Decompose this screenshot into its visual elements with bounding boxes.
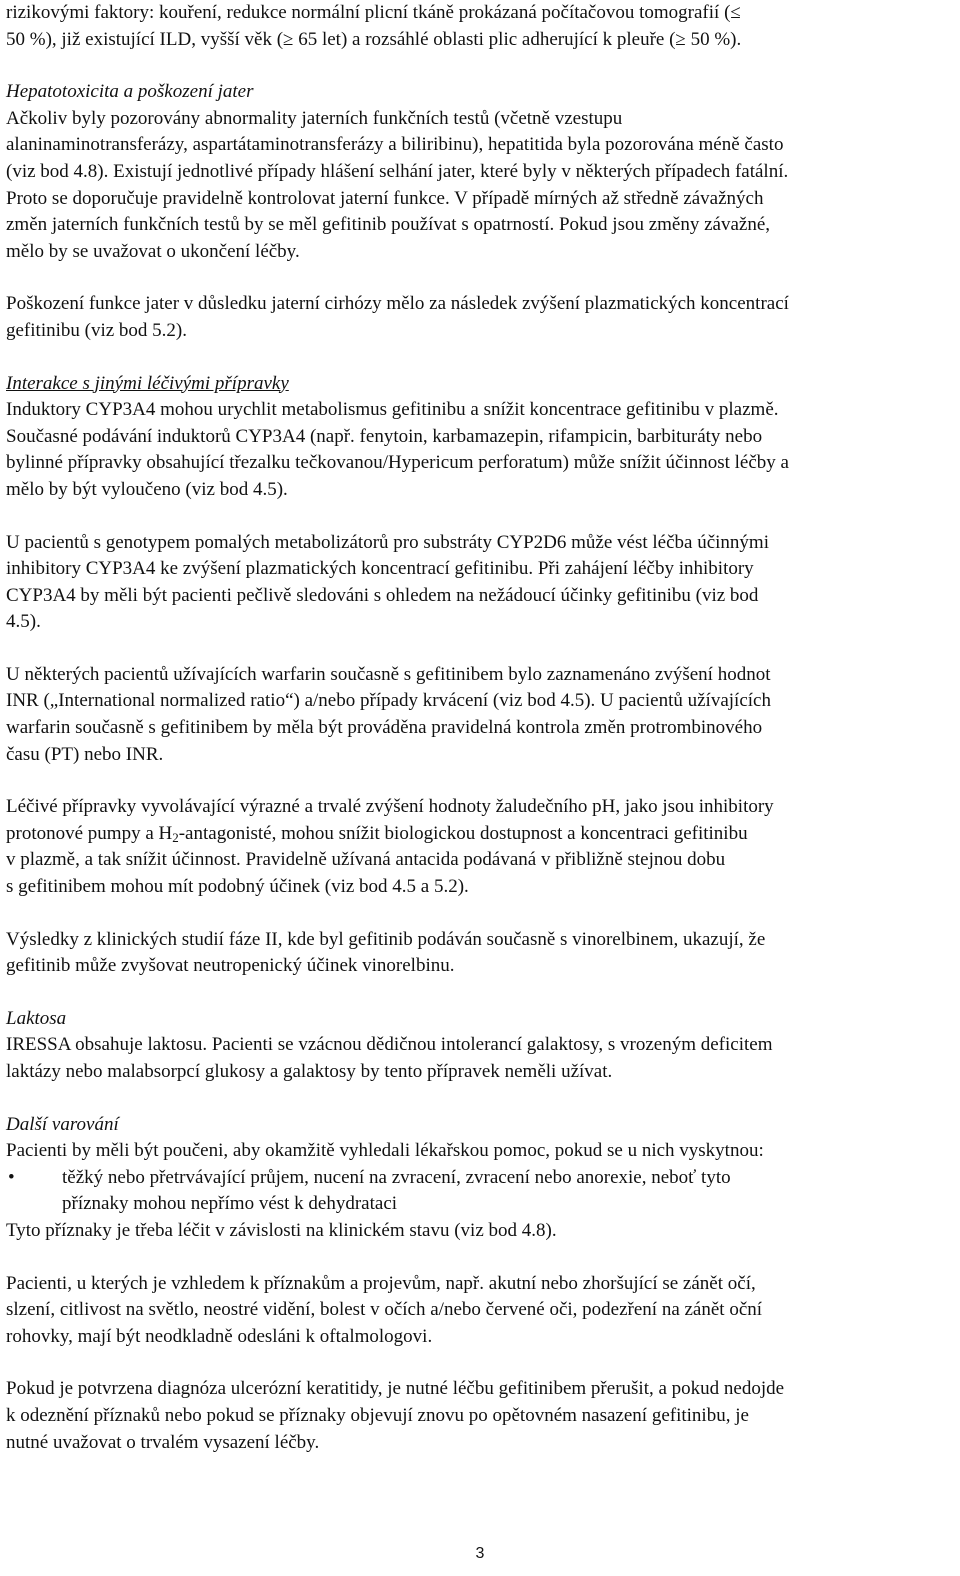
spacer (6, 980, 952, 1006)
spacer (6, 265, 952, 291)
text-line: rohovky, mají být neodkladně odesláni k oftalmologovi. (6, 1325, 433, 1347)
text-line: Pacienti by měli být poučeni, aby okamžitě vyhledali lékařskou pomoc, pokud se u nich vyskytnou: (6, 1140, 764, 1162)
paragraph (6, 1376, 952, 1456)
text-line: změn jaterních funkčních testů by se měl gefitinib používat s opatrností. Pokud jsou změny závažné, (6, 214, 771, 236)
text-line: v plazmě, a tak snížit účinnost. Pravidelně užívaná antacida podávaná v přibližně stejnou dobu (6, 849, 726, 871)
section-other-warnings (6, 1112, 952, 1457)
bullet-icon: • (8, 1166, 15, 1188)
spacer (6, 53, 952, 79)
text-line: Současné podávání induktorů CYP3A4 (např. fenytoin, karbamazepin, rifampicin, barbituráty nebo (6, 425, 763, 447)
text-line: CYP3A4 by měli být pacienti pečlivě sledováni s ohledem na nežádoucí účinky gefitinibu (viz bod (6, 584, 759, 606)
text-line: mělo by se uvažovat o ukončení léčby. (6, 240, 300, 262)
text-line: času (PT) nebo INR. (6, 743, 164, 765)
text-line: 4.5). (6, 611, 41, 633)
spacer (6, 1245, 952, 1271)
text-line: Induktory CYP3A4 mohou urychlit metabolismus gefitinibu a snížit koncentrace gefitinibu v plazmě. (6, 399, 779, 421)
spacer (6, 1086, 952, 1112)
text-line: Pacienti, u kterých je vzhledem k příznakům a projevům, např. akutní nebo zhoršující se zánět očí, (6, 1272, 756, 1294)
text-line: warfarin současně s gefitinibem by měla být prováděna pravidelná kontrola změn protrombinového (6, 717, 763, 739)
paragraph (6, 794, 952, 900)
text-line: alaninaminotransferázy, aspartátaminotransferázy a biliribinu), hepatitida byla pozorována méně často (6, 134, 784, 156)
page-number: 3 (475, 1545, 485, 1562)
spacer (6, 504, 952, 530)
paragraph (6, 1271, 952, 1351)
text-line: Poškození funkce jater v důsledku jaterní cirhózy mělo za následek zvýšení plazmatických koncentrací (6, 293, 789, 315)
paragraph (6, 927, 952, 980)
text-line: Výsledky z klinických studií fáze II, kde byl gefitinib podáván současně s vinorelbinem, ukazují, že (6, 928, 766, 950)
text-line: (viz bod 4.8). Existují jednotlivé případy hlášení selhání jater, které byly v některých případech fatální. (6, 160, 789, 182)
paragraph (6, 397, 952, 503)
text-line: bylinné přípravky obsahující třezalku tečkovanou/Hypericum perforatum) může snížit účinnost léčby a (6, 452, 789, 474)
text-line: s gefitinibem mohou mít podobný účinek (viz bod 4.5 a 5.2). (6, 876, 469, 898)
spacer (6, 1350, 952, 1376)
section-lactose (6, 1006, 952, 1086)
spacer (6, 636, 952, 662)
text-line: INR („International normalized ratio“) a/nebo případy krvácení (viz bod 4.5). U pacientů užívajících (6, 690, 771, 712)
text-line: k odeznění příznaků nebo pokud se příznaky objevují znovu po opětovném nasazení gefitinibu, je (6, 1404, 749, 1426)
text-line: IRESSA obsahuje laktosu. Pacienti se vzácnou dědičnou intolerancí galaktosy, s vrozeným deficitem (6, 1034, 773, 1056)
text-line: nutné uvažovat o trvalém vysazení léčby. (6, 1431, 320, 1453)
text-line: rizikovými faktory: kouření, redukce normální plicní tkáně prokázaná počítačovou tomografií (≤ (6, 2, 741, 23)
text-line: 50 %), již existující ILD, vyšší věk (≥ 65 let) a rozsáhlé oblasti plic adherující k pleuře (≥ 50 %). (6, 28, 742, 50)
text-line: Léčivé přípravky vyvolávající výrazné a trvalé zvýšení hodnoty žaludečního pH, jako jsou inhibitory (6, 796, 774, 818)
text-fragment: protonové pumpy a H (6, 822, 173, 844)
text-line: Proto se doporučuje pravidelně kontrolovat jaterní funkce. V případě mírných až středně závažných (6, 187, 764, 209)
paragraph (6, 662, 952, 768)
section-heading: Další varování (6, 1113, 119, 1135)
paragraph (6, 1032, 952, 1085)
section-heading: Interakce s jinými léčivými přípravky (6, 372, 289, 394)
text-line: inhibitory CYP3A4 ke zvýšení plazmatických koncentrací gefitinibu. Při zahájení léčby inhibitory (6, 558, 754, 580)
text-line: gefitinibu (viz bod 5.2). (6, 319, 187, 341)
spacer (6, 345, 952, 371)
section-interactions (6, 371, 952, 980)
text-line: Tyto příznaky je třeba léčit v závislosti na klinickém stavu (viz bod 4.8). (6, 1219, 557, 1241)
spacer (6, 768, 952, 794)
text-line: slzení, citlivost na světlo, neostré vidění, bolest v očích a/nebo červené oči, podezření na zánět oční (6, 1299, 763, 1321)
text-line: U pacientů s genotypem pomalých metabolizátorů pro substráty CYP2D6 může vést léčba účinnými (6, 531, 769, 553)
text-line (6, 821, 952, 848)
text-line: Pokud je potvrzena diagnóza ulcerózní keratitidy, je nutné léčbu gefitinibem přerušit, a pokud nedojde (6, 1378, 785, 1400)
text-line: gefitinib může zvyšovat neutropenický účinek vinorelbinu. (6, 955, 455, 977)
text-line: Ačkoliv byly pozorovány abnormality jaterních funkčních testů (včetně vzestupu (6, 107, 623, 129)
spacer (6, 901, 952, 927)
text-line: mělo by být vyloučeno (viz bod 4.5). (6, 478, 288, 500)
text-line: U některých pacientů užívajících warfarin současně s gefitinibem bylo zaznamenáno zvýšení hodnot (6, 663, 771, 685)
text-line: laktázy nebo malabsorpcí glukosy a galaktosy by tento přípravek neměli užívat. (6, 1061, 613, 1082)
section-heading: Hepatotoxicita a poškození jater (6, 81, 254, 103)
text-fragment: -antagonisté, mohou snížit biologickou dostupnost a koncentraci gefitinibu (178, 822, 748, 844)
text-line: těžký nebo přetrvávající průjem, nucení na zvracení, zvracení nebo anorexie, neboť tyto (62, 1166, 731, 1188)
intro-paragraph (6, 0, 952, 53)
paragraph (6, 530, 952, 636)
paragraph (6, 106, 952, 266)
bullet-item (6, 1165, 952, 1218)
text-line: příznaky mohou nepřímo vést k dehydrataci (62, 1193, 398, 1215)
document-page (6, 0, 952, 1456)
section-hepatotoxicity (6, 79, 952, 344)
paragraph (6, 291, 952, 344)
section-heading: Laktosa (6, 1007, 67, 1029)
subscript: 2 (172, 829, 179, 845)
